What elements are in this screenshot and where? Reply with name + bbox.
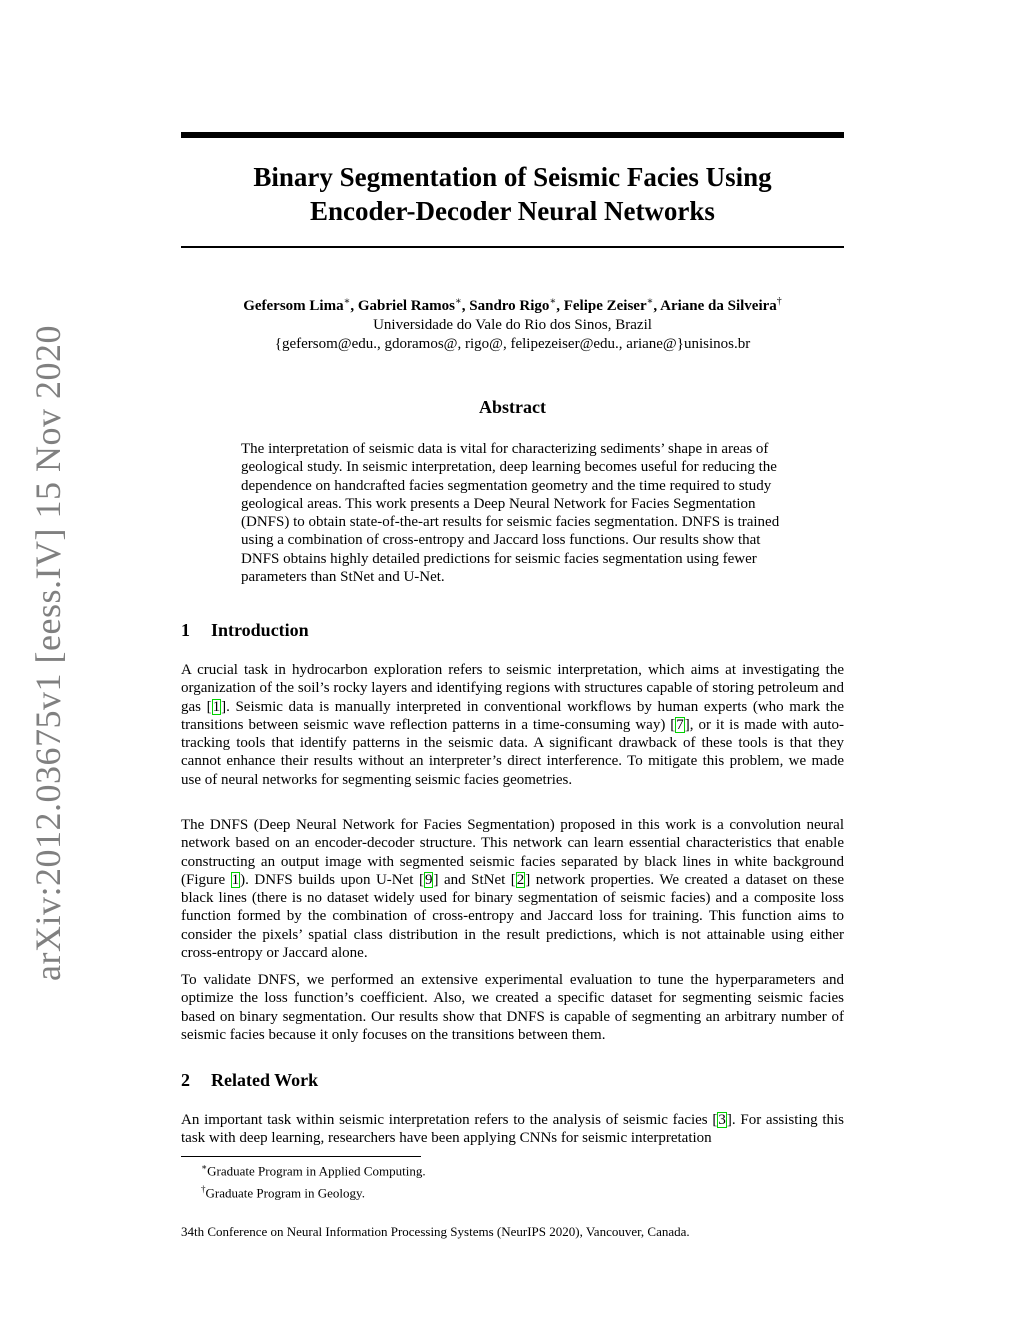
author-emails: {gefersom@edu., gdoramos@, rigo@, felipezeiser@edu., ariane@}unisinos.br: [274, 336, 751, 352]
arxiv-stamp-text: arXiv:2012.03675v1 [eess.IV] 15 Nov 2020: [28, 324, 68, 981]
author-name: Gabriel Ramos: [357, 298, 455, 314]
intro-paragraph-1: [181, 661, 844, 789]
footnotes: [201, 1158, 426, 1203]
text-run: An important task within seismic interpretation refers to the analysis of seismic facies [: [181, 1112, 718, 1128]
arxiv-stamp: [12, 324, 84, 981]
text-run: ]. Seismic data is manually interpreted in conventional workflows by human experts (who mark the transitions between seismic wave reflection patterns in a time-consuming way) [: [181, 698, 844, 733]
figure-link[interactable]: 1: [231, 871, 240, 888]
footnote-mark: †: [201, 1184, 206, 1195]
citation-link[interactable]: 1: [212, 698, 221, 715]
footnote-rule: [181, 1156, 421, 1157]
conference-note: 34th Conference on Neural Information Processing Systems (NeurIPS 2020), Vancouver, Canada.: [181, 1224, 690, 1239]
text-run: A crucial task in hydrocarbon exploration refers to seismic interpretation, which aims at investigating the organization of the soil’s rocky layers and identifying regions with structures capable of storing petroleum and gas [: [181, 662, 844, 715]
title-line-1: Binary Segmentation of Seismic Facies Using: [253, 162, 772, 192]
author-mark: ∗: [454, 296, 462, 307]
author-list: Gefersom Lima∗, Gabriel Ramos∗, Sandro Rigo∗, Felipe Zeiser∗, Ariane da Silveira†: [243, 296, 782, 314]
section-title: Related Work: [211, 1070, 319, 1090]
author-name: Ariane da Silveira: [660, 298, 777, 314]
footnote-item: [201, 1158, 426, 1180]
intro-paragraph-3: To validate DNFS, we performed an extensive experimental evaluation to tune the hyperparameters and optimize the loss function’s coefficient. Also, we created a specific dataset for segmenting seismic facies based on binary segmentation. Our results show that DNFS is capable of segmenting an arbitrary number of seismic facies because it only focuses on the transitions between them.: [181, 972, 844, 1043]
title-bottom-rule: [181, 246, 844, 248]
footnote-item: [201, 1180, 426, 1202]
text-run: ). DNFS builds upon U-Net [: [240, 871, 424, 888]
abstract-text: The interpretation of seismic data is vital for characterizing sediments’ shape in areas of geological study. In seismic interpretation, deep learning becomes useful for reducing the dependence on handcrafted facies segmentation geometry and the time required to study geological areas. This work presents a Deep Neural Network for Facies Segmentation (DNFS) to obtain state-of-the-art results for seismic facies segmentation. DNFS is trained using a combination of cross-entropy and Jaccard loss functions. Our results show that DNFS obtains highly detailed predictions for seismic facies segmentation using fewer parameters than StNet and U-Net.: [241, 441, 780, 586]
citation-link[interactable]: 3: [718, 1112, 726, 1128]
related-paragraph-1: [181, 1111, 844, 1148]
section-number: 2: [181, 1070, 190, 1090]
title-top-rule: [181, 132, 844, 138]
citation-link[interactable]: 7: [676, 716, 684, 733]
author-name: Felipe Zeiser: [563, 298, 647, 314]
author-block: [181, 292, 844, 354]
text-run: The DNFS (Deep Neural Network for Facies Segmentation) proposed in this work is a convolution neural network based on an encoder-decoder structure. This network can learn essential characteristics that enable constructing an output image with segmented seismic facies separated by black lines in white background (Figure: [181, 817, 844, 888]
footnote-text: Graduate Program in Geology.: [205, 1185, 365, 1201]
author-name: Gefersom Lima: [243, 298, 344, 314]
paper-title: [181, 160, 844, 228]
text-run: ]. For assisting this task with deep learning, researchers have been applying CNNs for seismic interpretation: [181, 1112, 844, 1147]
author-name: Sandro Rigo: [469, 298, 550, 314]
section-title: Introduction: [211, 620, 309, 640]
text-run: ] network properties. We created a dataset on these black lines (there is no dataset widely used for binary segmentation of seismic facies) and a composite loss function formed by the combination of cross-entropy and Jaccard loss for training. This function aims to consider the pixels’ spatial class distribution in the result predictions, which is not attainable using either cross-entropy or Jaccard alone.: [181, 871, 844, 962]
section-heading-related-work: [181, 1070, 318, 1091]
citation-link[interactable]: 2: [516, 871, 525, 888]
citation-link[interactable]: 9: [424, 871, 433, 888]
author-mark: ∗: [549, 296, 557, 307]
text-run: ] and StNet [: [433, 871, 516, 888]
footnote-mark: ∗: [201, 1162, 208, 1172]
section-heading-introduction: [181, 620, 309, 641]
author-mark: †: [776, 296, 782, 307]
footnote-text: Graduate Program in Applied Computing.: [207, 1163, 426, 1179]
section-number: 1: [181, 620, 190, 640]
abstract-heading: Abstract: [479, 397, 546, 417]
affiliation: Universidade do Vale do Rio dos Sinos, Brazil: [373, 317, 652, 333]
intro-paragraph-2: [181, 816, 844, 962]
author-mark: ∗: [343, 296, 351, 307]
author-mark: ∗: [646, 296, 654, 307]
text-run: ], or it is made with auto-tracking tools that identify patterns in the seismic data. A significant drawback of these tools is that they cannot enhance their results without an interpreter’s direct interference. To mitigate this problem, we made use of neural networks for segmenting seismic facies geometries.: [181, 716, 844, 788]
title-line-2: Encoder-Decoder Neural Networks: [310, 196, 715, 226]
